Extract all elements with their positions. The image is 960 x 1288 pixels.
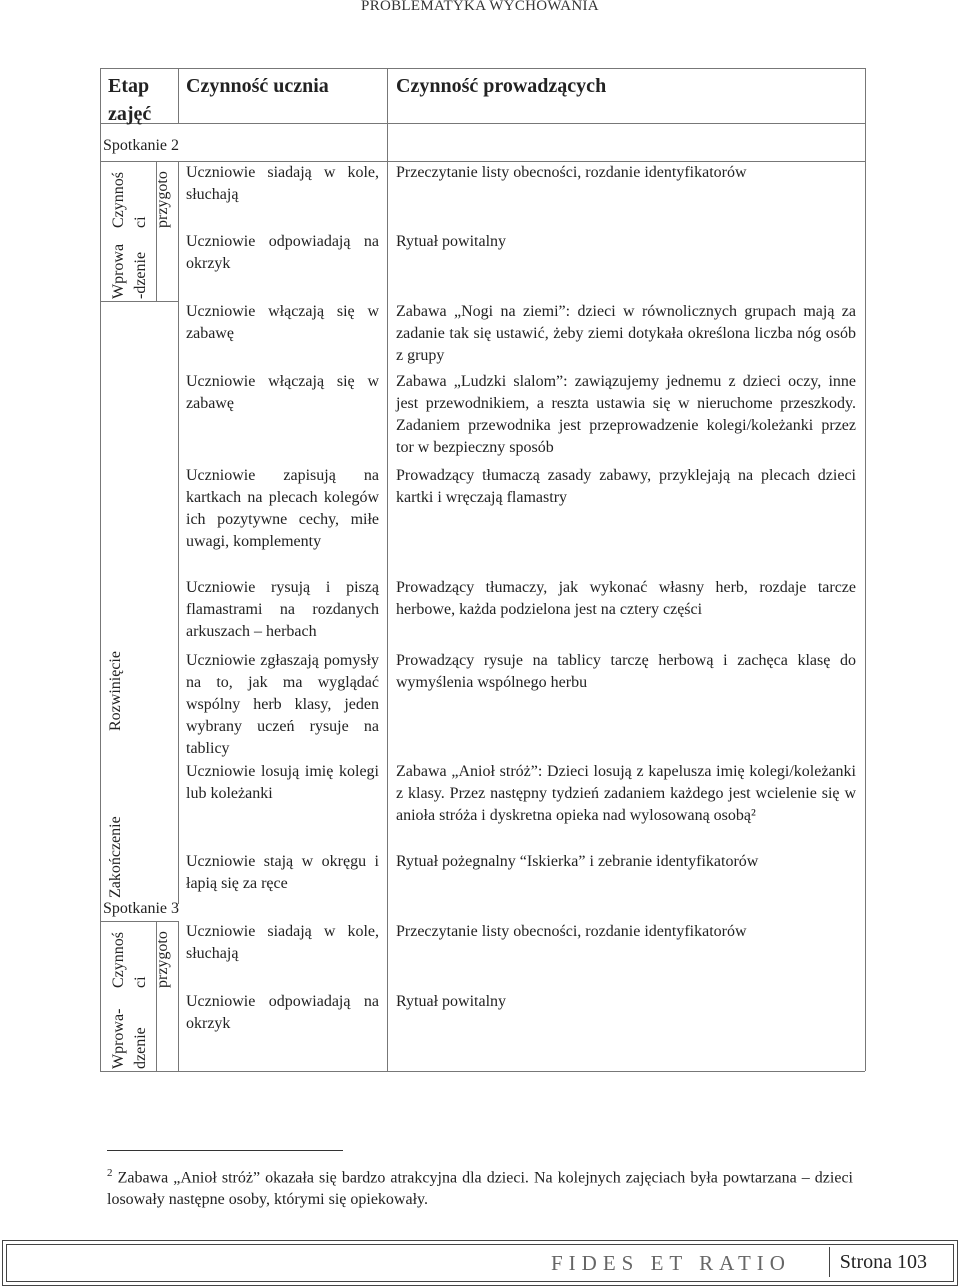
- stage-closing-label: Zakończenie: [107, 816, 124, 898]
- header-divider: [100, 123, 865, 124]
- header-teacher: Czynność prowadzących: [396, 75, 607, 97]
- m2-row5-teacher: Prowadzący tłumaczą zasady zabawy, przyklejają na plecach dzieci kartki i wręczają flamastry: [396, 467, 856, 506]
- page-footer: [2, 1240, 958, 1286]
- stage-prep-label: Czynnoś ci przygoto: [110, 171, 171, 228]
- m2-row6-student: Uczniowie rysują i piszą flamastrami na rozdanych arkuszach – herbach: [186, 579, 379, 640]
- footer-journal-title: FIDES ET RATIO: [551, 1251, 791, 1275]
- m2-row2-student: Uczniowie odpowiadają na okrzyk: [186, 233, 379, 272]
- col-divider-stage-header: [178, 68, 179, 123]
- m3-stage-prep-label: Czynnoś ci przygoto: [110, 931, 171, 988]
- stage-development-label: Rozwinięcie: [107, 651, 124, 731]
- m2-row5-student: Uczniowie zapisują na kartkach na plecach kolegów ich pozytywne cechy, miłe uwagi, komplementy: [186, 467, 379, 550]
- footer-frame: [6, 1244, 954, 1282]
- m3-row2-student: Uczniowie odpowiadają na okrzyk: [186, 993, 379, 1032]
- lesson-plan-table: [100, 68, 865, 1071]
- m2-row8-student: Uczniowie losują imię kolegi lub koleżanki: [186, 763, 379, 802]
- running-head: PROBLEMATYKA WYCHOWANIA: [361, 0, 599, 14]
- m2-row1-teacher: Przeczytanie listy obecności, rozdanie identyfikatorów: [396, 164, 747, 181]
- m2-row1-student: Uczniowie siadają w kole, słuchają: [186, 164, 379, 203]
- col-divider-student: [387, 68, 388, 1071]
- table-border-bottom: [100, 1071, 865, 1072]
- m2-row3-student: Uczniowie włączają się w zabawę: [186, 303, 379, 342]
- footnote-rule: [107, 1150, 343, 1151]
- stage-intro-label: Wprowa -dzenie: [110, 243, 149, 299]
- m3-row2-teacher: Rytuał powitalny: [396, 993, 507, 1010]
- m2-row4-teacher: Zabawa „Ludzki slalom”: zawiązujemy jednemu z dzieci oczy, inne jest przewodnikiem, a reszta ustawia się w nieruchome przeszkody. Zadaniem przewodnika jest przeprowadzenie kolegi/koleżanki przez tor w bezpieczny sposób: [396, 373, 856, 456]
- meeting3-title: Spotkanie 3: [103, 900, 179, 917]
- m2-row8-teacher: Zabawa „Anioł stróż”: Dzieci losują z kapelusza imię kolegi/koleżanki z klasy. Przez następny tydzień zadaniem każdego jest wcielenie się w anioła stróża i dyskretna opieka nad wylosowaną osobą²: [396, 763, 856, 824]
- m2-row9-student: Uczniowie stają w okręgu i łapią się za ręce: [186, 853, 379, 892]
- col-divider-stage-m2: [178, 161, 179, 904]
- m2-row2-teacher: Rytuał powitalny: [396, 233, 507, 250]
- m2-row6-teacher: Prowadzący tłumaczy, jak wykonać własny herb, rozdaje tarcze herbowe, każda podzielona jest na cztery części: [396, 579, 856, 618]
- footnote-marker: 2: [107, 1167, 113, 1179]
- meeting3-divider: [100, 921, 178, 922]
- m3-row1-teacher: Przeczytanie listy obecności, rozdanie identyfikatorów: [396, 923, 747, 940]
- footnote: [107, 1162, 853, 1211]
- m2-row3-teacher: Zabawa „Nogi na ziemi”: dzieci w równolicznych grupach mają za zadanie tak się ustawić, żeby ziemi dotykała określona liczba nóg osób z grupy: [396, 303, 856, 364]
- footnote-text: Zabawa „Anioł stróż” okazała się bardzo atrakcyjna dla dzieci. Na kolejnych zajęciach była powtarzana – dzieci losowały następne osoby, którymi się opiekowały.: [107, 1169, 854, 1209]
- col-divider-stage-m3: [178, 921, 179, 1071]
- m2-row4-student: Uczniowie włączają się w zabawę: [186, 373, 379, 412]
- stage-divider-intro: [100, 301, 178, 302]
- header-student: Czynność ucznia: [186, 75, 329, 97]
- m3-row1-student: Uczniowie siadają w kole, słuchają: [186, 923, 379, 962]
- m3-stage-intro-label: Wprowa- dzenie: [110, 1008, 149, 1069]
- meeting2-title: Spotkanie 2: [103, 137, 179, 154]
- table-border-right: [865, 68, 866, 1071]
- m2-row7-student: Uczniowie zgłaszają pomysły na to, jak ma wyglądać wspólny herb klasy, jeden wybrany uczeń rysuje na tablicy: [186, 652, 379, 757]
- table-border-top: [100, 68, 865, 69]
- m2-row7-teacher: Prowadzący rysuje na tablicy tarczę herbową i zachęca klasę do wymyślenia wspólnego herbu: [396, 652, 856, 691]
- footer-page-number: Strona 103: [829, 1247, 937, 1277]
- m2-row9-teacher: Rytuał pożegnalny “Iskierka” i zebranie identyfikatorów: [396, 853, 759, 870]
- header-stage: Etap zajęć: [108, 75, 152, 125]
